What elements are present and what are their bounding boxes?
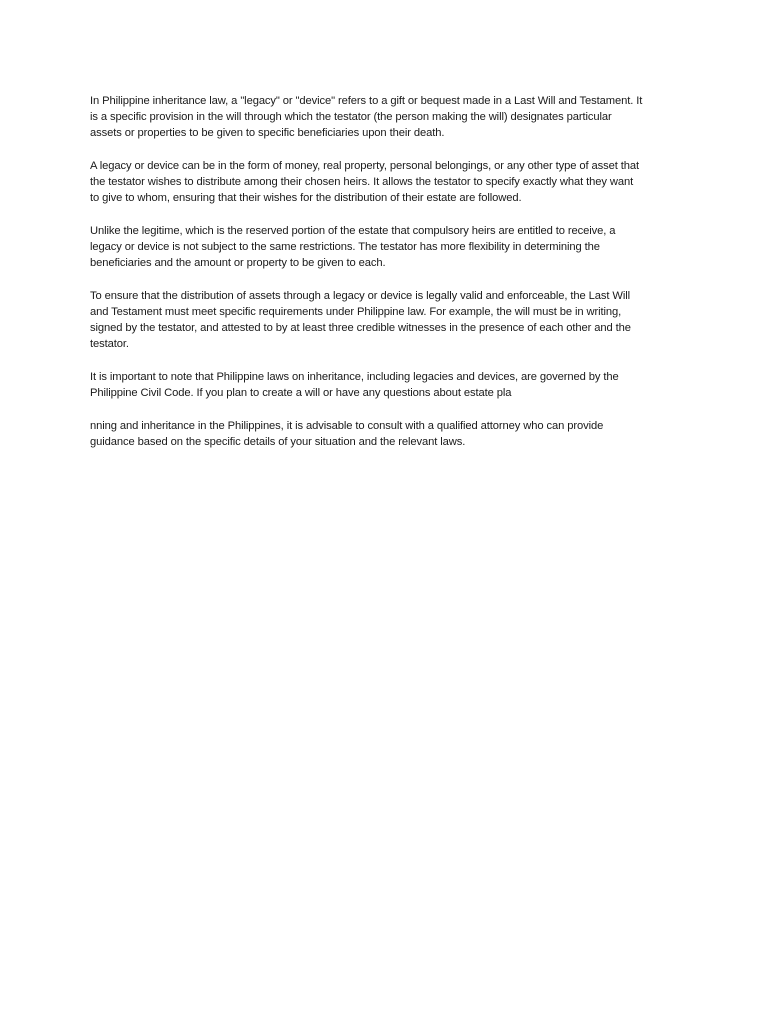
paragraph-line: To ensure that the distribution of assets through a legacy or device is legally valid and enforceable, the Last Will xyxy=(90,290,631,302)
paragraph-line: nning and inheritance in the Philippines, it is advisable to consult with a qualified attorney who can provide xyxy=(90,420,604,432)
paragraph-1 xyxy=(90,93,690,141)
paragraph-line: Unlike the legitime, which is the reserved portion of the estate that compulsory heirs are entitled to receive, a xyxy=(90,225,616,237)
paragraph-4 xyxy=(90,288,690,352)
paragraph-line: the testator wishes to distribute among their chosen heirs. It allows the testator to specify exactly what they want xyxy=(90,176,634,188)
paragraph-5 xyxy=(90,369,690,401)
paragraph-line: is a specific provision in the will through which the testator (the person making the will) designates particular xyxy=(90,111,612,123)
paragraph-line: Philippine Civil Code. If you plan to create a will or have any questions about estate pla xyxy=(90,387,512,399)
paragraph-3 xyxy=(90,223,690,271)
paragraph-line: guidance based on the specific details of your situation and the relevant laws. xyxy=(90,436,466,448)
paragraph-line: testator. xyxy=(90,338,129,350)
paragraph-line: In Philippine inheritance law, a "legacy" or "device" refers to a gift or bequest made in a Last Will and Testament. It xyxy=(90,95,643,107)
paragraph-line: signed by the testator, and attested to by at least three credible witnesses in the presence of each other and the xyxy=(90,322,631,334)
paragraph-line: legacy or device is not subject to the same restrictions. The testator has more flexibility in determining the xyxy=(90,241,600,253)
paragraph-line: and Testament must meet specific requirements under Philippine law. For example, the will must be in writing, xyxy=(90,306,622,318)
paragraph-2 xyxy=(90,158,690,206)
paragraph-line: beneficiaries and the amount or property to be given to each. xyxy=(90,257,386,269)
paragraph-line: assets or properties to be given to specific beneficiaries upon their death. xyxy=(90,127,445,139)
paragraph-line: A legacy or device can be in the form of money, real property, personal belongings, or any other type of asset that xyxy=(90,160,640,172)
paragraph-line: to give to whom, ensuring that their wishes for the distribution of their estate are followed. xyxy=(90,192,522,204)
paragraph-line: It is important to note that Philippine laws on inheritance, including legacies and devices, are governed by the xyxy=(90,371,619,383)
document-body xyxy=(90,93,690,467)
paragraph-6 xyxy=(90,418,690,450)
